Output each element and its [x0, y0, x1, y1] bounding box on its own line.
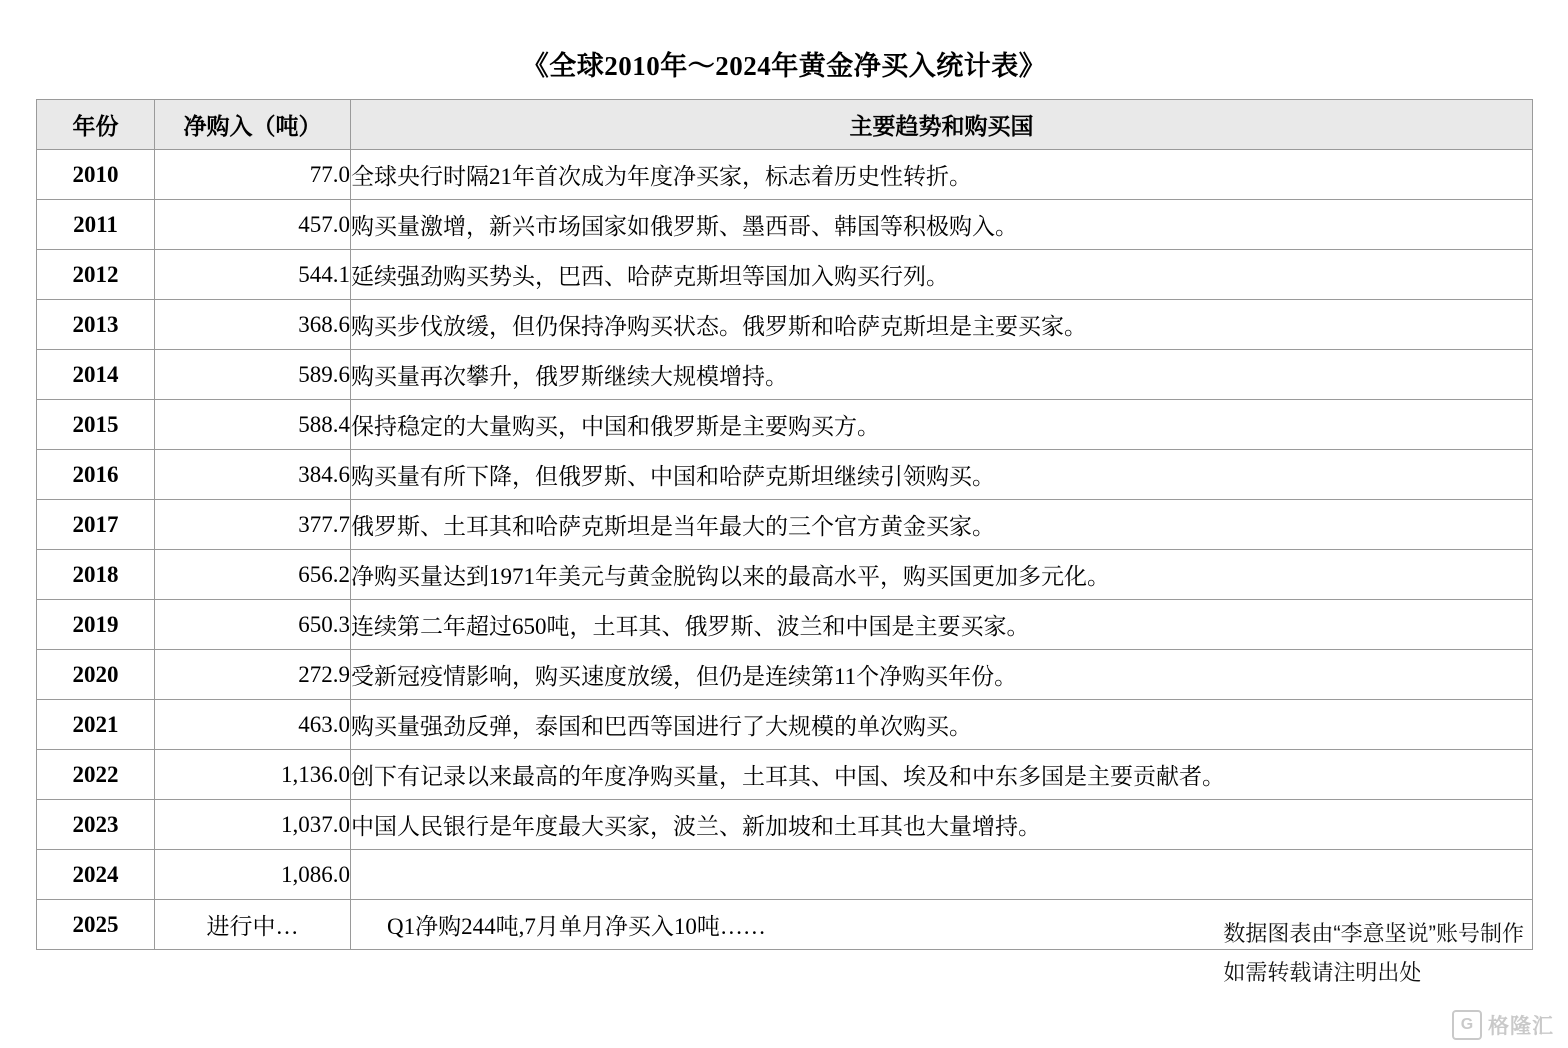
footer-line-2: 如需转载请注明出处	[1223, 959, 1422, 985]
cell-year: 2021	[37, 700, 155, 750]
cell-amount: 650.3	[155, 600, 351, 650]
cell-note: 延续强劲购买势头，巴西、哈萨克斯坦等国加入购买行列。	[351, 250, 1533, 300]
cell-year: 2014	[37, 350, 155, 400]
cell-amount: 544.1	[155, 250, 351, 300]
cell-year: 2016	[37, 450, 155, 500]
table-row	[37, 700, 1533, 750]
table-header-row	[37, 100, 1533, 150]
cell-amount: 463.0	[155, 700, 351, 750]
cell-amount: 384.6	[155, 450, 351, 500]
cell-note: 中国人民银行是年度最大买家，波兰、新加坡和土耳其也大量增持。	[351, 800, 1533, 850]
cell-amount: 1,037.0	[155, 800, 351, 850]
cell-note: 购买量有所下降，但俄罗斯、中国和哈萨克斯坦继续引领购买。	[351, 450, 1533, 500]
table-row	[37, 500, 1533, 550]
cell-year: 2018	[37, 550, 155, 600]
table-row	[37, 150, 1533, 200]
table-row	[37, 350, 1533, 400]
cell-note: 连续第二年超过650吨，土耳其、俄罗斯、波兰和中国是主要买家。	[351, 600, 1533, 650]
cell-year: 2015	[37, 400, 155, 450]
cell-amount: 进行中…	[155, 900, 351, 950]
cell-note: Q1净购244吨,7月单月净买入10吨……	[351, 900, 1533, 950]
cell-amount: 377.7	[155, 500, 351, 550]
cell-note: 购买步伐放缓，但仍保持净购买状态。俄罗斯和哈萨克斯坦是主要买家。	[351, 300, 1533, 350]
footer-credit	[1223, 915, 1524, 992]
table-row	[37, 750, 1533, 800]
cell-note: 受新冠疫情影响，购买速度放缓，但仍是连续第11个净购买年份。	[351, 650, 1533, 700]
cell-amount: 272.9	[155, 650, 351, 700]
cell-note: 购买量强劲反弹，泰国和巴西等国进行了大规模的单次购买。	[351, 700, 1533, 750]
cell-amount: 1,136.0	[155, 750, 351, 800]
watermark-label: 格隆汇	[1488, 1015, 1554, 1038]
cell-note: 创下有记录以来最高的年度净购买量，土耳其、中国、埃及和中东多国是主要贡献者。	[351, 750, 1533, 800]
cell-year: 2024	[37, 850, 155, 900]
cell-year: 2011	[37, 200, 155, 250]
table-body	[37, 150, 1533, 950]
cell-amount: 457.0	[155, 200, 351, 250]
page-title: 《全球2010年～2024年黄金净买入统计表》	[521, 51, 1047, 81]
column-header-year: 年份	[37, 100, 155, 150]
cell-amount: 368.6	[155, 300, 351, 350]
gold-purchase-table	[36, 99, 1533, 950]
table-row	[37, 400, 1533, 450]
footer-line-1: 数据图表由“李意坚说”账号制作	[1223, 921, 1524, 946]
cell-note	[351, 850, 1533, 900]
cell-year: 2022	[37, 750, 155, 800]
table-row	[37, 200, 1533, 250]
cell-year: 2025	[37, 900, 155, 950]
table-row	[37, 550, 1533, 600]
cell-amount: 77.0	[155, 150, 351, 200]
cell-note: 全球央行时隔21年首次成为年度净买家，标志着历史性转折。	[351, 150, 1533, 200]
cell-year: 2012	[37, 250, 155, 300]
cell-amount: 1,086.0	[155, 850, 351, 900]
cell-amount: 588.4	[155, 400, 351, 450]
watermark-logo-icon: G	[1452, 1010, 1482, 1040]
table-header	[37, 100, 1533, 150]
table-row	[37, 600, 1533, 650]
table-row	[37, 800, 1533, 850]
table-container	[36, 99, 1532, 950]
watermark	[1452, 1010, 1554, 1040]
table-row	[37, 450, 1533, 500]
table-row	[37, 300, 1533, 350]
cell-note: 净购买量达到1971年美元与黄金脱钩以来的最高水平，购买国更加多元化。	[351, 550, 1533, 600]
cell-note: 保持稳定的大量购买，中国和俄罗斯是主要购买方。	[351, 400, 1533, 450]
cell-year: 2010	[37, 150, 155, 200]
table-row	[37, 850, 1533, 900]
column-header-note: 主要趋势和购买国	[351, 100, 1533, 150]
cell-note: 购买量激增，新兴市场国家如俄罗斯、墨西哥、韩国等积极购入。	[351, 200, 1533, 250]
cell-note: 购买量再次攀升，俄罗斯继续大规模增持。	[351, 350, 1533, 400]
table-row	[37, 250, 1533, 300]
cell-year: 2020	[37, 650, 155, 700]
cell-amount: 656.2	[155, 550, 351, 600]
column-header-amount: 净购入（吨）	[155, 100, 351, 150]
table-row	[37, 650, 1533, 700]
cell-year: 2019	[37, 600, 155, 650]
cell-year: 2013	[37, 300, 155, 350]
cell-amount: 589.6	[155, 350, 351, 400]
cell-year: 2023	[37, 800, 155, 850]
cell-year: 2017	[37, 500, 155, 550]
cell-note: 俄罗斯、土耳其和哈萨克斯坦是当年最大的三个官方黄金买家。	[351, 500, 1533, 550]
